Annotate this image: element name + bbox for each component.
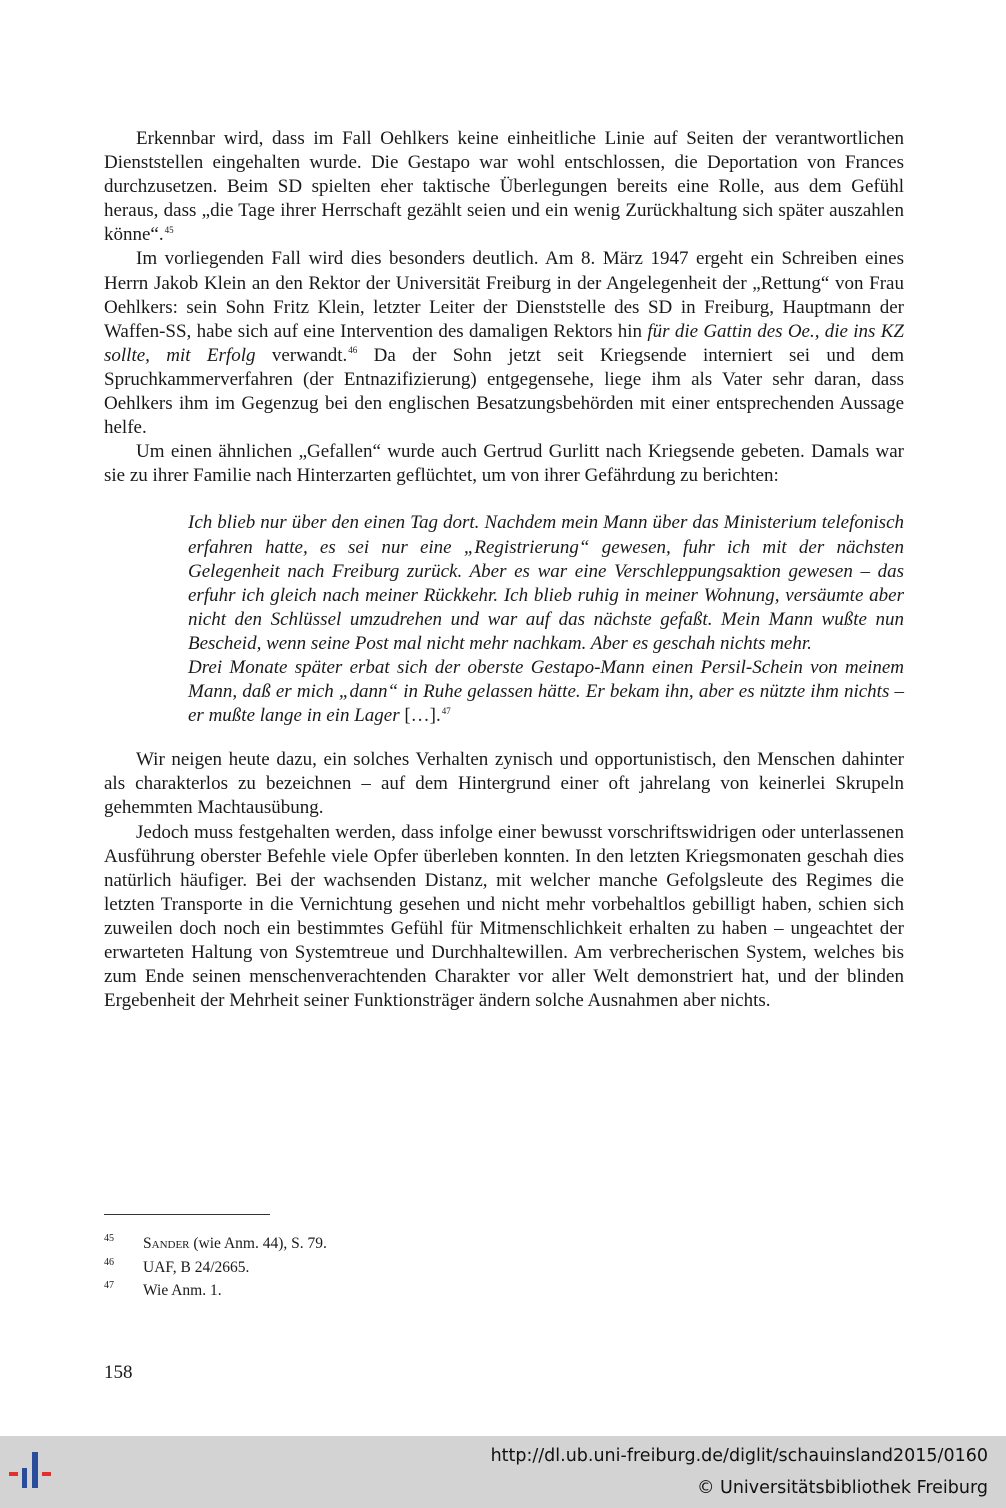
footnote-47: 47 Wie Anm. 1. xyxy=(104,1279,704,1303)
italic-citation: für die Gattin des Oe., die ins KZ sollte, mit Erfolg xyxy=(104,320,904,366)
footnote-number: 47 xyxy=(104,1280,114,1291)
footnote-46: 46 UAF, B 24/2665. xyxy=(104,1256,704,1280)
block-quote xyxy=(188,511,904,728)
footer-bar xyxy=(0,1436,1006,1508)
footnotes xyxy=(104,1232,704,1303)
footnote-author: Sander xyxy=(143,1235,190,1252)
paragraph-2: Im vorliegenden Fall wird dies besonders deutlich. Am 8. März 1947 ergeht ein Schreiben eines Herrn Jakob Klein an den Rektor der Universität Freiburg in der Angelegenheit der „Rettung“ von Frau Oehlkers: sein Sohn Fritz Klein, letzter Leiter der Dienststelle des SD in Freiburg, Hauptmann der Waffen-SS, habe sich auf eine Intervention des damaligen Rektors hin für die Gattin des Oe., die ins KZ sollte, mit Erfolg verwandt.$^{46}$ Da der Sohn jetzt seit Kriegsende interniert sei und dem Spruchkammerverfahren (der Entnazifizierung) entgegensehe, liege ihm als Vater sehr daran, dass Oehlkers ihm im Gegenzug bei den englischen Besatzungsbehörden mit einer entsprechenden Aussage helfe. xyxy=(104,248,904,439)
page-number: 158 xyxy=(104,1362,133,1383)
footnote-ref-46: 46 xyxy=(348,345,358,356)
quote-paragraph-2: Drei Monate später erbat sich der oberste Gestapo-Mann einen Persil-Schein von meinem Mann, daß er mich „dann“ in Ruhe gelassen hätte. Er bekam ihn, aber es nützte ihm nichts – er mußte lange in ein Lager […].$^{47}$ xyxy=(188,656,904,727)
footnote-45: 45 Sander (wie Anm. 44), S. 79. xyxy=(104,1232,704,1256)
footnote-ref-45: 45 xyxy=(164,224,174,235)
paragraph-5: Jedoch muss festgehalten werden, dass infolge einer bewusst vorschriftswidrigen oder unterlassenen Ausführung oberster Befehle viele Opfer überleben konnten. In den letzten Kriegsmonaten geschah dies natürlich häufiger. Bei der wachsenden Distanz, mit welcher manche Gefolgsleute des Regimes die letzten Transporte in die Vernichtung gesehen und nicht mehr vorbehaltlos gebilligt haben, schien sich zuweilen doch noch ein bestimmtes Gefühl für Mitmenschlichkeit erhalten zu haben – ungeachtet der erwarteten Haltung von Systemtreue und Durchhaltewillen. Am verbrecherischen System, welches bis zum Ende seinen menschenverachtenden Charakter vor aller Welt demonstriert hat, und der blinden Ergebenheit der Mehrheit seiner Funktionsträger ändern solche Ausnahmen aber nichts. xyxy=(104,821,904,1012)
paragraph-1: Erkennbar wird, dass im Fall Oehlkers keine einheitliche Linie auf Seiten der verantwortlichen Dienststellen eingehalten wurde. Die Gestapo war wohl entschlossen, die Deportation von Frances durchzusetzen. Beim SD spielten eher taktische Überlegungen bereits eine Rolle, aus dem Gefühl heraus, dass „die Tage ihrer Herrschaft gezählt seien und ein wenig Zurückhaltung sich später auszahlen könne“.$^{45}$ xyxy=(104,128,904,246)
footer-copyright: © Universitätsbibliothek Freiburg xyxy=(696,1478,988,1498)
main-text xyxy=(104,127,904,1013)
quote-paragraph-1: Ich blieb nur über den einen Tag dort. Nachdem mein Mann über das Ministerium telefonisch erfahren hatte, es sei nur eine „Registrierung“ gewesen, fuhr ich mit der nächsten Gelegenheit nach Freiburg zurück. Aber es war eine Verschleppungsaktion gewesen – das erfuhr ich gleich nach meiner Rückkehr. Ich blieb ruhig in meiner Wohnung, versäumte aber nicht den Schlüssel umzudrehen und war auf das nächste gefaßt. Mein Mann wußte nun Bescheid, wenn seine Post mal nicht mehr nachkam. Aber es geschah nichts mehr. xyxy=(188,512,904,654)
ub-freiburg-logo-icon xyxy=(6,1446,66,1498)
footnote-ref-47: 47 xyxy=(441,705,451,716)
footnote-number: 45 xyxy=(104,1233,114,1244)
footnote-divider xyxy=(104,1214,270,1215)
footnote-number: 46 xyxy=(104,1256,114,1268)
paragraph-3: Um einen ähnlichen „Gefallen“ wurde auch Gertrud Gurlitt nach Kriegsende gebeten. Damals war sie zu ihrer Familie nach Hinterzarten geflüchtet, um von ihrer Gefährdung zu berichten: xyxy=(104,441,904,487)
paragraph-4: Wir neigen heute dazu, ein solches Verhalten zynisch und opportunistisch, den Menschen dahinter als charakterlos zu bezeichnen – auf dem Hintergrund einer oft jahrelang von keinerlei Skrupeln gehemmten Machtausübung. xyxy=(104,749,904,819)
footer-url-link[interactable]: http://dl.ub.uni-freiburg.de/diglit/schauinsland2015/0160 xyxy=(490,1446,988,1466)
